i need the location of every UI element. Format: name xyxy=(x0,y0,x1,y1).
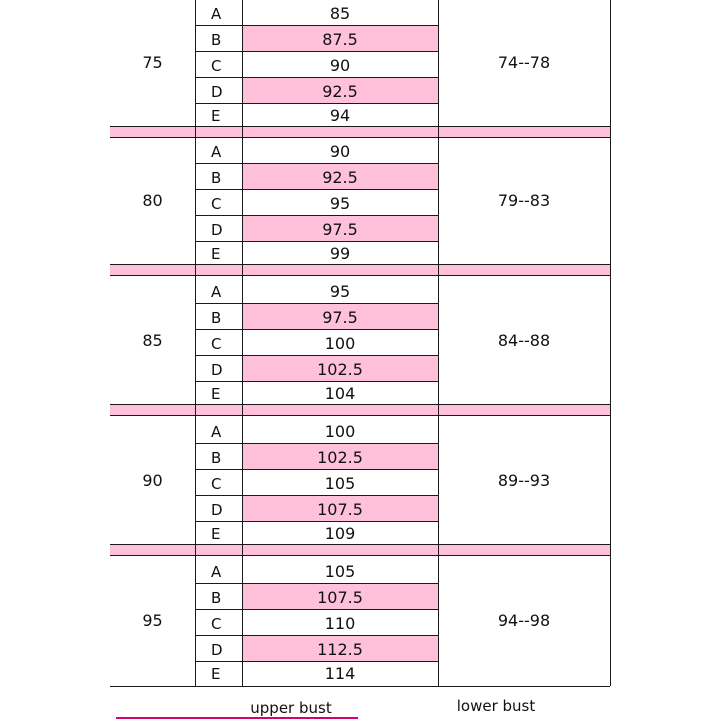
row-divider xyxy=(195,215,438,216)
row-divider xyxy=(195,77,438,78)
separator-top-line xyxy=(110,264,610,265)
cup-letter: E xyxy=(211,244,221,263)
cup-letter: B xyxy=(211,308,222,327)
row-divider xyxy=(195,609,438,610)
separator-top-line xyxy=(110,544,610,545)
cup-letter: B xyxy=(211,30,222,49)
upper-bust-label: upper bust xyxy=(250,699,332,717)
lower-bust-range: 84--88 xyxy=(497,331,551,350)
lower-bust-range: 79--83 xyxy=(497,191,551,210)
upper-bust-value: 95 xyxy=(329,282,351,301)
cup-letter: C xyxy=(211,334,222,353)
upper-bust-value: 94 xyxy=(329,106,351,125)
lower-bust-label: lower bust xyxy=(456,697,536,715)
upper-bust-value: 105 xyxy=(324,474,356,493)
upper-bust-value: 105 xyxy=(324,562,356,581)
upper-bust-value: 100 xyxy=(324,422,356,441)
cup-letter: D xyxy=(211,640,223,659)
table-right-border xyxy=(610,0,611,686)
row-divider xyxy=(195,443,438,444)
cup-letter: B xyxy=(211,588,222,607)
lower-bust-range: 94--98 xyxy=(497,611,551,630)
upper-bust-value: 102.5 xyxy=(242,444,438,470)
band-size-label: 75 xyxy=(142,53,163,72)
cup-letter: D xyxy=(211,360,223,379)
row-divider xyxy=(195,661,438,662)
band-size-label: 90 xyxy=(142,471,163,490)
cup-letter: D xyxy=(211,82,223,101)
band-size-label: 80 xyxy=(142,191,163,210)
upper-bust-value: 99 xyxy=(329,244,351,263)
cup-letter: E xyxy=(211,384,221,403)
cup-letter: E xyxy=(211,664,221,683)
cup-letter: B xyxy=(211,448,222,467)
upper-bust-value: 92.5 xyxy=(242,78,438,104)
cup-letter: A xyxy=(211,282,222,301)
cup-letter: A xyxy=(211,562,222,581)
cup-letter: A xyxy=(211,422,222,441)
row-divider xyxy=(195,241,438,242)
upper-bust-value: 114 xyxy=(324,664,356,683)
upper-bust-value: 92.5 xyxy=(242,164,438,190)
row-divider xyxy=(195,583,438,584)
row-divider xyxy=(195,51,438,52)
cup-letter: C xyxy=(211,474,222,493)
cup-letter: C xyxy=(211,614,222,633)
cup-letter: A xyxy=(211,4,222,23)
cup-letter: C xyxy=(211,56,222,75)
upper-bust-value: 97.5 xyxy=(242,216,438,242)
separator-top-line xyxy=(110,126,610,127)
upper-bust-value: 90 xyxy=(329,142,351,161)
row-divider xyxy=(195,469,438,470)
row-divider xyxy=(195,355,438,356)
cup-letter: B xyxy=(211,168,222,187)
upper-bust-value: 109 xyxy=(324,524,356,543)
row-divider xyxy=(195,329,438,330)
cup-letter: E xyxy=(211,106,221,125)
cup-letter: C xyxy=(211,194,222,213)
lower-bust-range: 74--78 xyxy=(497,53,551,72)
band-size-label: 95 xyxy=(142,611,163,630)
row-divider xyxy=(195,163,438,164)
column-divider xyxy=(438,0,439,686)
band-size-label: 85 xyxy=(142,331,163,350)
row-divider xyxy=(195,495,438,496)
row-divider xyxy=(195,103,438,104)
upper-bust-value: 107.5 xyxy=(242,584,438,610)
upper-bust-underline xyxy=(116,717,358,719)
row-divider xyxy=(195,303,438,304)
cup-letter: D xyxy=(211,220,223,239)
upper-bust-value: 104 xyxy=(324,384,356,403)
upper-bust-value: 87.5 xyxy=(242,26,438,52)
upper-bust-value: 110 xyxy=(324,614,356,633)
row-divider xyxy=(195,521,438,522)
row-divider xyxy=(195,189,438,190)
upper-bust-value: 107.5 xyxy=(242,496,438,522)
column-divider xyxy=(195,0,196,686)
cup-letter: E xyxy=(211,524,221,543)
table-bottom-border xyxy=(110,686,610,687)
cup-letter: D xyxy=(211,500,223,519)
row-divider xyxy=(195,25,438,26)
row-divider xyxy=(195,381,438,382)
separator-bottom-line xyxy=(110,275,610,276)
upper-bust-value: 112.5 xyxy=(242,636,438,662)
row-divider xyxy=(195,635,438,636)
separator-bottom-line xyxy=(110,137,610,138)
separator-bottom-line xyxy=(110,415,610,416)
lower-bust-range: 89--93 xyxy=(497,471,551,490)
cup-letter: A xyxy=(211,142,222,161)
upper-bust-value: 102.5 xyxy=(242,356,438,382)
separator-bottom-line xyxy=(110,555,610,556)
upper-bust-value: 97.5 xyxy=(242,304,438,330)
upper-bust-value: 85 xyxy=(329,4,351,23)
upper-bust-value: 100 xyxy=(324,334,356,353)
separator-top-line xyxy=(110,404,610,405)
column-divider xyxy=(242,0,243,686)
upper-bust-value: 90 xyxy=(329,56,351,75)
upper-bust-value: 95 xyxy=(329,194,351,213)
